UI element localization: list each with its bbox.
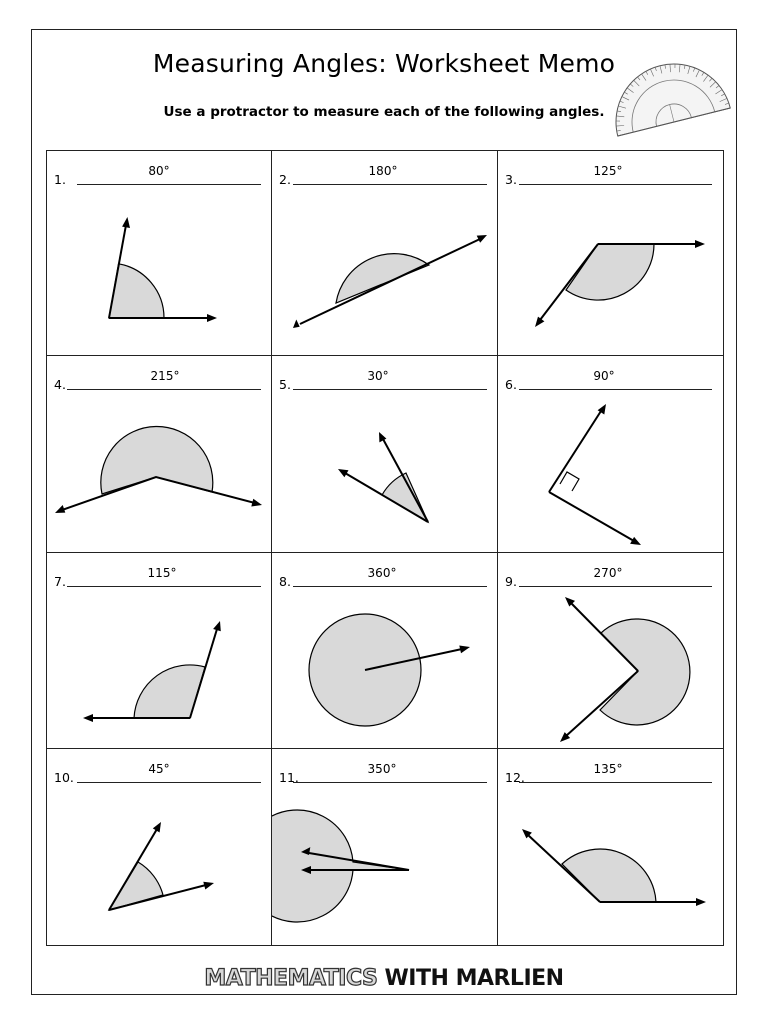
answer-value: 115° <box>147 566 177 580</box>
answer-value: 90° <box>593 369 615 383</box>
protractor-icon <box>612 52 736 148</box>
angle-diagram-8 <box>272 553 498 749</box>
angle-diagram-3 <box>498 151 723 356</box>
footer-brand <box>0 966 768 991</box>
question-number: 6. <box>505 377 517 392</box>
angle-diagram-12 <box>498 749 723 945</box>
question-number: 8. <box>279 574 291 589</box>
answer-value: 125° <box>593 164 623 178</box>
question-2 <box>272 151 498 356</box>
answer-value: 135° <box>593 762 623 776</box>
angle-diagram-5 <box>272 356 498 553</box>
answer-value: 80° <box>148 164 170 178</box>
angle-diagram-4 <box>47 356 272 553</box>
answer-value: 350° <box>367 762 397 776</box>
angle-diagram-6 <box>498 356 723 553</box>
answer-value: 30° <box>367 369 389 383</box>
question-4 <box>47 356 272 553</box>
question-9 <box>498 553 723 749</box>
question-12 <box>498 749 723 945</box>
angle-diagram-1 <box>47 151 272 356</box>
angle-diagram-2 <box>272 151 498 356</box>
question-10 <box>47 749 272 945</box>
answer-value: 215° <box>150 369 180 383</box>
question-number: 4. <box>54 377 66 392</box>
question-1 <box>47 151 272 356</box>
answer-value: 45° <box>148 762 170 776</box>
question-number: 5. <box>279 377 291 392</box>
angle-diagram-9 <box>498 553 723 749</box>
question-3 <box>498 151 723 356</box>
question-number: 7. <box>54 574 66 589</box>
answer-value: 360° <box>367 566 397 580</box>
answer-value: 180° <box>368 164 398 178</box>
question-8 <box>272 553 498 749</box>
angle-diagram-10 <box>47 749 272 945</box>
instructions: Use a protractor to measure each of the following angles. <box>163 104 605 120</box>
question-number: 10. <box>54 770 74 785</box>
footer-brand-part1: MATHEMATICS <box>204 966 378 991</box>
question-number: 3. <box>505 172 517 187</box>
page-title: Measuring Angles: Worksheet Memo <box>152 49 616 78</box>
question-number: 11. <box>279 770 299 785</box>
question-6 <box>498 356 723 553</box>
angle-diagram-7 <box>47 553 272 749</box>
question-number: 1. <box>54 172 66 187</box>
question-7 <box>47 553 272 749</box>
questions-grid <box>46 150 724 946</box>
question-number: 2. <box>279 172 291 187</box>
question-number: 12. <box>505 770 525 785</box>
angle-diagram-11 <box>272 749 498 945</box>
question-5 <box>272 356 498 553</box>
question-number: 9. <box>505 574 517 589</box>
answer-value: 270° <box>593 566 623 580</box>
footer-brand-part2: WITH MARLIEN <box>377 966 564 991</box>
question-11 <box>272 749 498 945</box>
